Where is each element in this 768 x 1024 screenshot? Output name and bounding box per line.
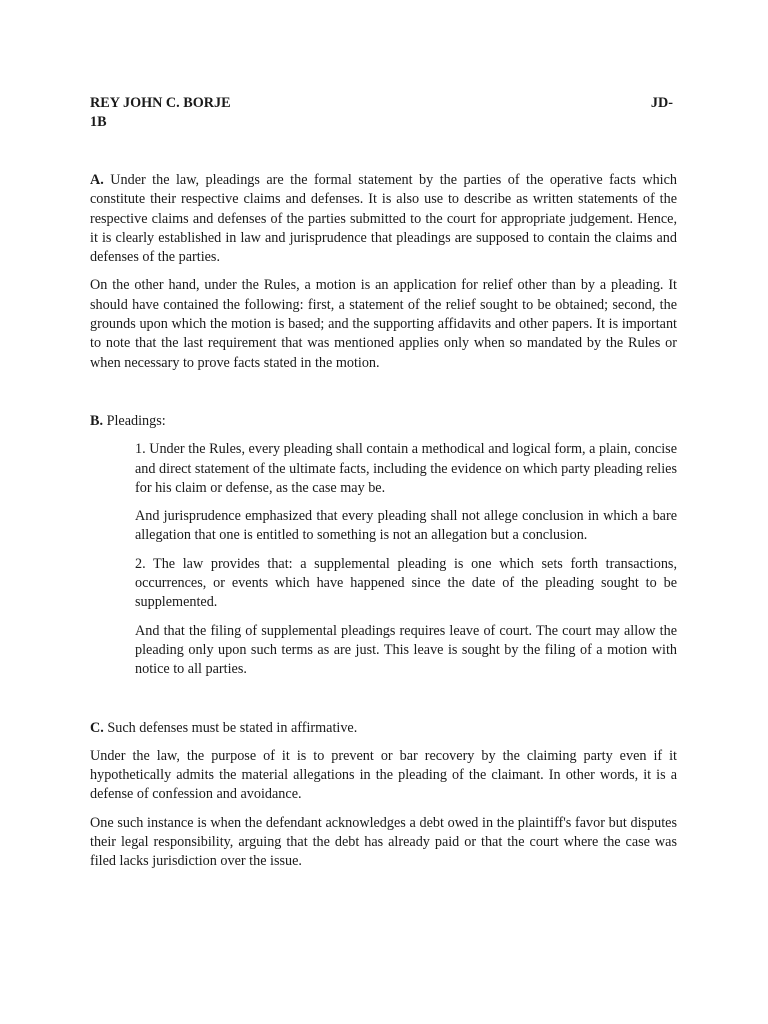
section-a-paragraph-2: On the other hand, under the Rules, a motion is an application for relief other than by a pleading. It should have contained the following: first, a statement of the relief sought to be obtained; second, the grounds upon which the motion is based; and the supporting affidavits and other papers. It is important to note that the last requirement that was mentioned applies only when so mandated by the Rules or when necessary to prove facts stated in the motion.: [90, 277, 677, 371]
section-a-label: A.: [90, 172, 104, 188]
section-c-heading: [90, 719, 677, 738]
section-b-list: [135, 440, 677, 679]
section-b-item-3: 2. The law provides that: a supplemental pleading is one which sets forth transactions, occurrences, or events which have happened since the date of the pleading sought to be supplemented.: [135, 555, 677, 611]
section-b-item-4: And that the filing of supplemental pleadings requires leave of court. The court may allow the pleading only upon such terms as are just. This leave is sought by the filing of a motion with notice to all parties.: [135, 622, 677, 678]
document-page: [90, 94, 677, 872]
section-a-text-1: Under the law, pleadings are the formal statement by the parties of the operative facts which constitute their respective claims and defenses. It is also use to describe as written statements of the respective claims and defenses of the parties submitted to the court for appropriate judgement. Hence, it is clearly established in law and jurisprudence that pleadings are supposed to contain the claims and defenses of the parties.: [90, 172, 677, 266]
section-b-item-2: And jurisprudence emphasized that every pleading shall not allege conclusion in which a bare allegation that one is entitled to something is not an allegation but a conclusion.: [135, 508, 677, 544]
section-c-paragraph-2: One such instance is when the defendant acknowledges a debt owed in the plaintiff's favor but disputes their legal responsibility, arguing that the debt has already paid or that the court where the case was filed lacks jurisdiction over the issue.: [90, 814, 677, 870]
section-c-heading-text: Such defenses must be stated in affirmative.: [107, 719, 358, 736]
section-b-heading-text: Pleadings:: [106, 412, 166, 429]
document-header: [90, 94, 677, 132]
section-b-label: B.: [90, 412, 104, 429]
author-name: REY JOHN C. BORJE: [90, 95, 231, 111]
section-b-item-1: 1. Under the Rules, every pleading shall contain a methodical and logical form, a plain, concise and direct statement of the ultimate facts, including the evidence on which party pleading relies for his claim or defense, as the case may be.: [135, 441, 677, 496]
class-section-part2: 1B: [90, 114, 107, 130]
section-a-paragraph-1: [90, 171, 677, 267]
section-c-label: C.: [90, 719, 104, 736]
class-section-part1: JD-: [650, 95, 673, 111]
section-b-heading: [90, 412, 677, 431]
section-c-paragraph-1: Under the law, the purpose of it is to prevent or bar recovery by the claiming party even if it hypothetically admits the material allegations in the pleading of the claimant. In other words, it is a defense of confession and avoidance.: [90, 747, 677, 803]
